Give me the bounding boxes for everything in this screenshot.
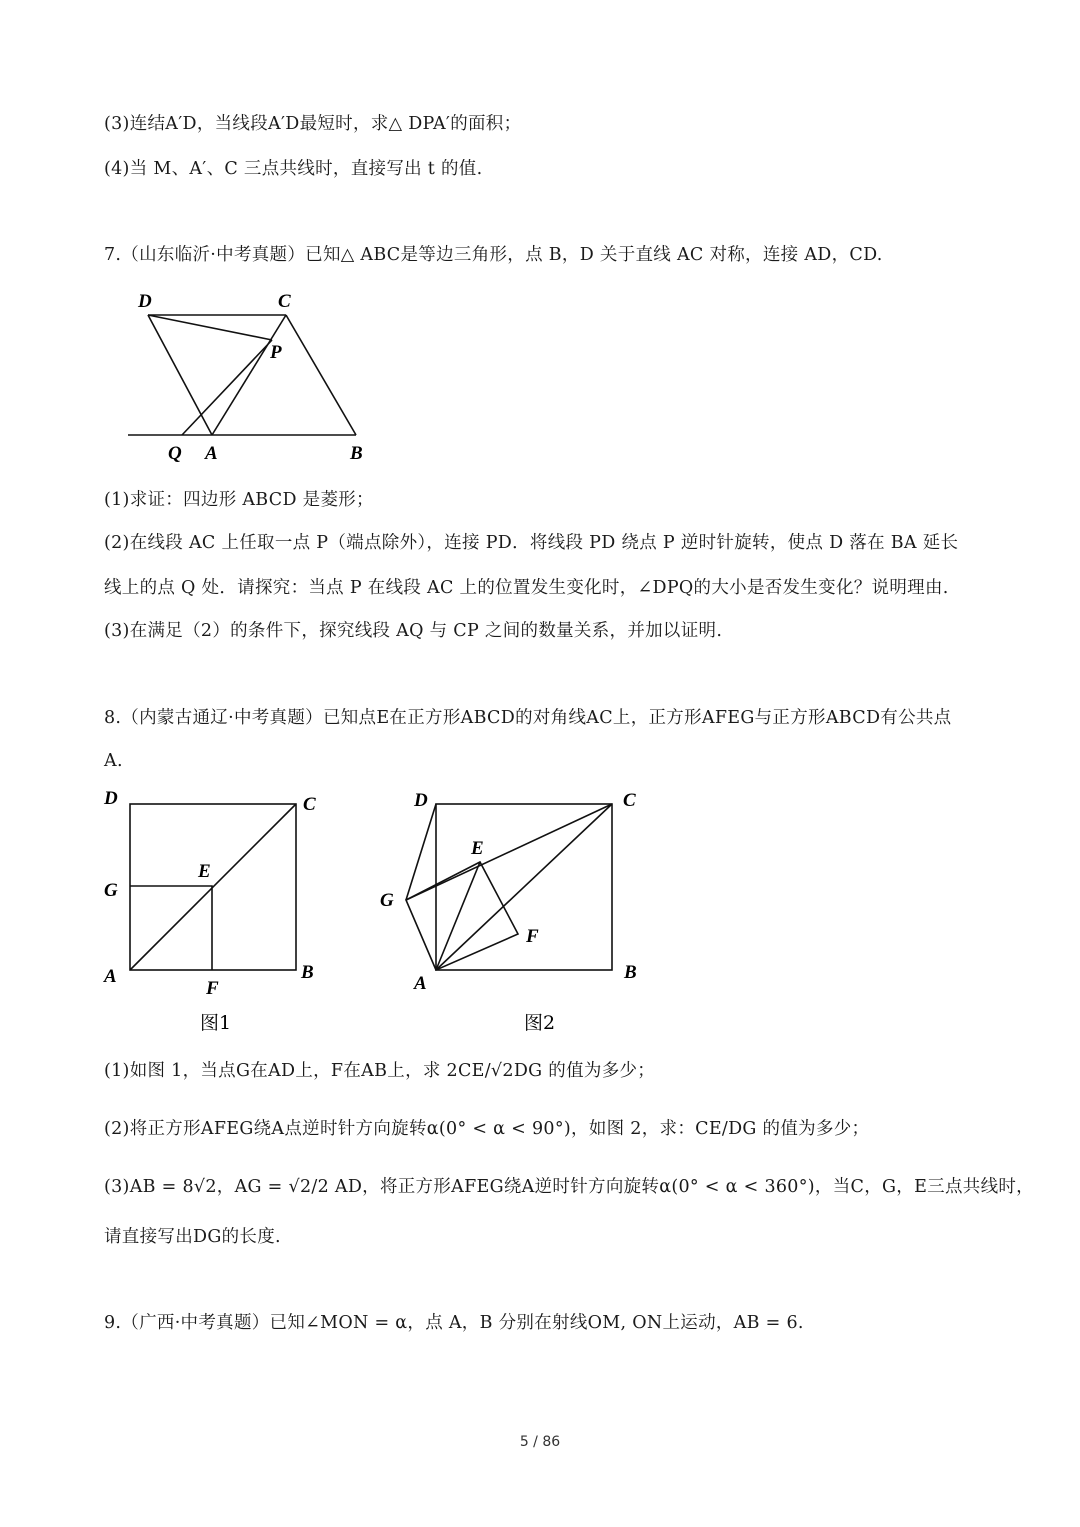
label-P: P bbox=[270, 342, 282, 363]
label-D: D bbox=[138, 291, 152, 312]
label-F: F bbox=[526, 926, 539, 947]
q8-figure-2 bbox=[378, 782, 658, 1037]
label-D: D bbox=[414, 790, 428, 811]
diagonal-AC bbox=[130, 804, 296, 970]
label-C: C bbox=[278, 291, 291, 312]
label-G: G bbox=[380, 890, 394, 911]
line-DA bbox=[148, 315, 212, 435]
page-number: 5 / 86 bbox=[519, 1434, 561, 1450]
q8-part2: (2)将正方形AFEG绕A点逆时针方向旋转α(0° < α < 90°)，如图 2，求：CE/DG 的值为多少； bbox=[104, 1119, 870, 1139]
line-GC bbox=[406, 804, 612, 900]
label-C: C bbox=[623, 790, 636, 811]
q7-part2a: (2)在线段 AC 上任取一点 P（端点除外），连接 PD．将线段 PD 绕点 P 逆时针旋转，使点 D 落在 BA 延长 bbox=[104, 533, 959, 553]
line-DP bbox=[148, 315, 272, 340]
label-A: A bbox=[414, 973, 427, 994]
label-E: E bbox=[471, 838, 484, 859]
label-D: D bbox=[104, 788, 118, 809]
q8-figure-1-svg bbox=[98, 782, 338, 1037]
label-C: C bbox=[303, 794, 316, 815]
q8-part3a: (3)AB = 8√2，AG = √2/2 AD，将正方形AFEG绕A逆时针方向旋转α(0° < α < 360°)，当C，G，E三点共线时， bbox=[104, 1177, 1034, 1197]
line-CB bbox=[286, 315, 356, 435]
label-A: A bbox=[104, 966, 117, 987]
label-B: B bbox=[301, 962, 314, 983]
q8-part1: (1)如图 1，当点G在AD上，F在AB上，求 2CE/√2DG 的值为多少； bbox=[104, 1061, 656, 1081]
q7-part3: (3)在满足（2）的条件下，探究线段 AQ 与 CP 之间的数量关系，并加以证明. bbox=[104, 621, 723, 641]
q7-part2b: 线上的点 Q 处．请探究：当点 P 在线段 AC 上的位置发生变化时，∠DPQ的大小是否发生变化？说明理由. bbox=[104, 578, 949, 598]
label-B: B bbox=[624, 962, 637, 983]
label-E: E bbox=[198, 861, 211, 882]
line-DG bbox=[406, 804, 436, 900]
line-PQ bbox=[182, 340, 272, 435]
line-CA bbox=[212, 315, 286, 435]
q7-figure bbox=[120, 285, 380, 470]
caption-fig1: 图1 bbox=[200, 1012, 232, 1034]
label-Q: Q bbox=[168, 443, 182, 464]
label-B: B bbox=[350, 443, 363, 464]
q8-stem-b: A. bbox=[104, 751, 123, 771]
q6-part4: (4)当 M、A′、C 三点共线时，直接写出 t 的值. bbox=[104, 159, 483, 179]
label-F: F bbox=[206, 978, 219, 999]
q7-figure-svg bbox=[120, 285, 380, 470]
q8-part3b: 请直接写出DG的长度. bbox=[104, 1227, 281, 1247]
square-AGEF bbox=[406, 862, 518, 970]
q9-stem: 9.（广西·中考真题）已知∠MON = α，点 A，B 分别在射线OM, ON上运动，AB = 6. bbox=[104, 1313, 804, 1333]
q7-stem: 7.（山东临沂·中考真题）已知△ ABC是等边三角形，点 B，D 关于直线 AC 对称，连接 AD，CD. bbox=[104, 245, 883, 265]
label-A: A bbox=[205, 443, 218, 464]
q7-part1: (1)求证：四边形 ABCD 是菱形； bbox=[104, 490, 374, 510]
caption-fig2: 图2 bbox=[524, 1012, 556, 1034]
diagonal-AC bbox=[436, 804, 612, 970]
label-G: G bbox=[104, 880, 118, 901]
q8-figure-2-svg bbox=[378, 782, 658, 1037]
q8-figure-1 bbox=[98, 782, 338, 1037]
q6-part3: (3)连结A′D，当线段A′D最短时，求△ DPA′的面积； bbox=[104, 114, 522, 134]
q8-stem-a: 8.（内蒙古通辽·中考真题）已知点E在正方形ABCD的对角线AC上，正方形AFEG与正方形ABCD有公共点 bbox=[104, 708, 952, 728]
